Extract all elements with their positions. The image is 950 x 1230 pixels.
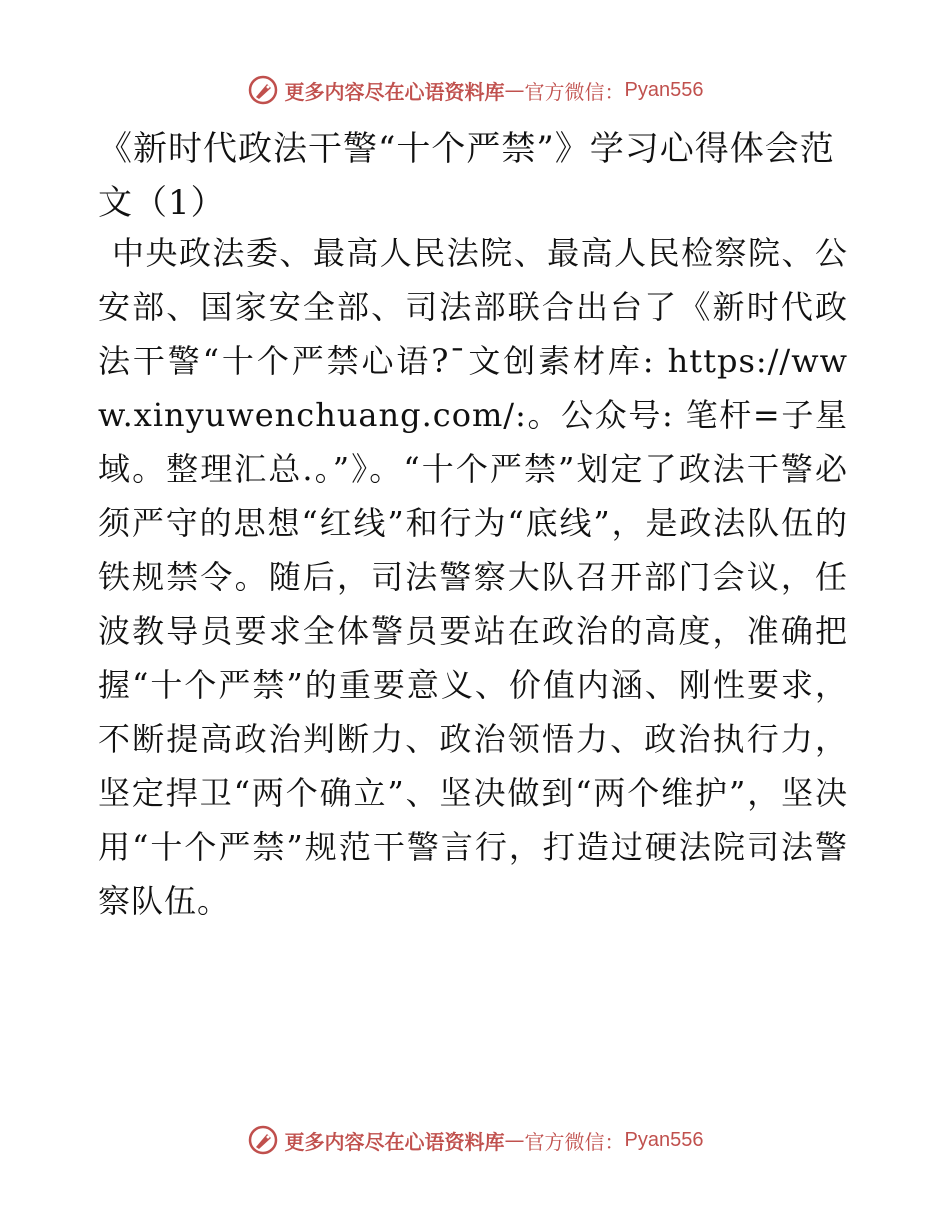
banner-wechat-id: Pyan556 xyxy=(624,1128,704,1151)
banner-secondary-text: 官方微信： xyxy=(524,79,625,104)
banner-dash: — xyxy=(504,1128,525,1152)
banner-dash: — xyxy=(504,78,525,102)
document-title: 《新时代政法干警“十个严禁”》学习心得体会范文（1） xyxy=(98,129,835,223)
header-banner xyxy=(0,70,950,110)
banner-primary-text: 更多内容尽在心语资料库 xyxy=(284,1129,505,1154)
banner-secondary-text: 官方微信： xyxy=(524,1129,625,1154)
pen-nib-logo-icon xyxy=(247,74,279,106)
document-paragraph xyxy=(98,226,848,928)
pen-nib-logo-icon xyxy=(247,1124,279,1156)
banner-primary-text: 更多内容尽在心语资料库 xyxy=(284,79,505,104)
footer-banner xyxy=(0,1120,950,1160)
paragraph-text: 中央政法委、最高人民法院、最高人民检察院、公安部、国家安全部、司法部联合出台了《新时代政法干警“十个严禁心语?¯文创素材库: https://www.xinyuwenchuang.com/:。公众号: 笔杆=子星域。整理汇总.。”》。“十个严禁”划定了政法干警必须严守的思想“红线”和行为“底线”，是政法队伍的铁规禁令。随后，司法警察大队召开部门会议，任波教导员要求全体警员要站在政治的高度，准确把握“十个严禁”的重要意义、价值内涵、刚性要求，不断提高政治判断力、政治领悟力、政治执行力，坚定捍卫“两个确立”、坚决做到“两个维护”，坚决用“十个严禁”规范干警言行，打造过硬法院司法警察队伍。 xyxy=(98,234,848,920)
banner-wechat-id: Pyan556 xyxy=(624,78,704,101)
